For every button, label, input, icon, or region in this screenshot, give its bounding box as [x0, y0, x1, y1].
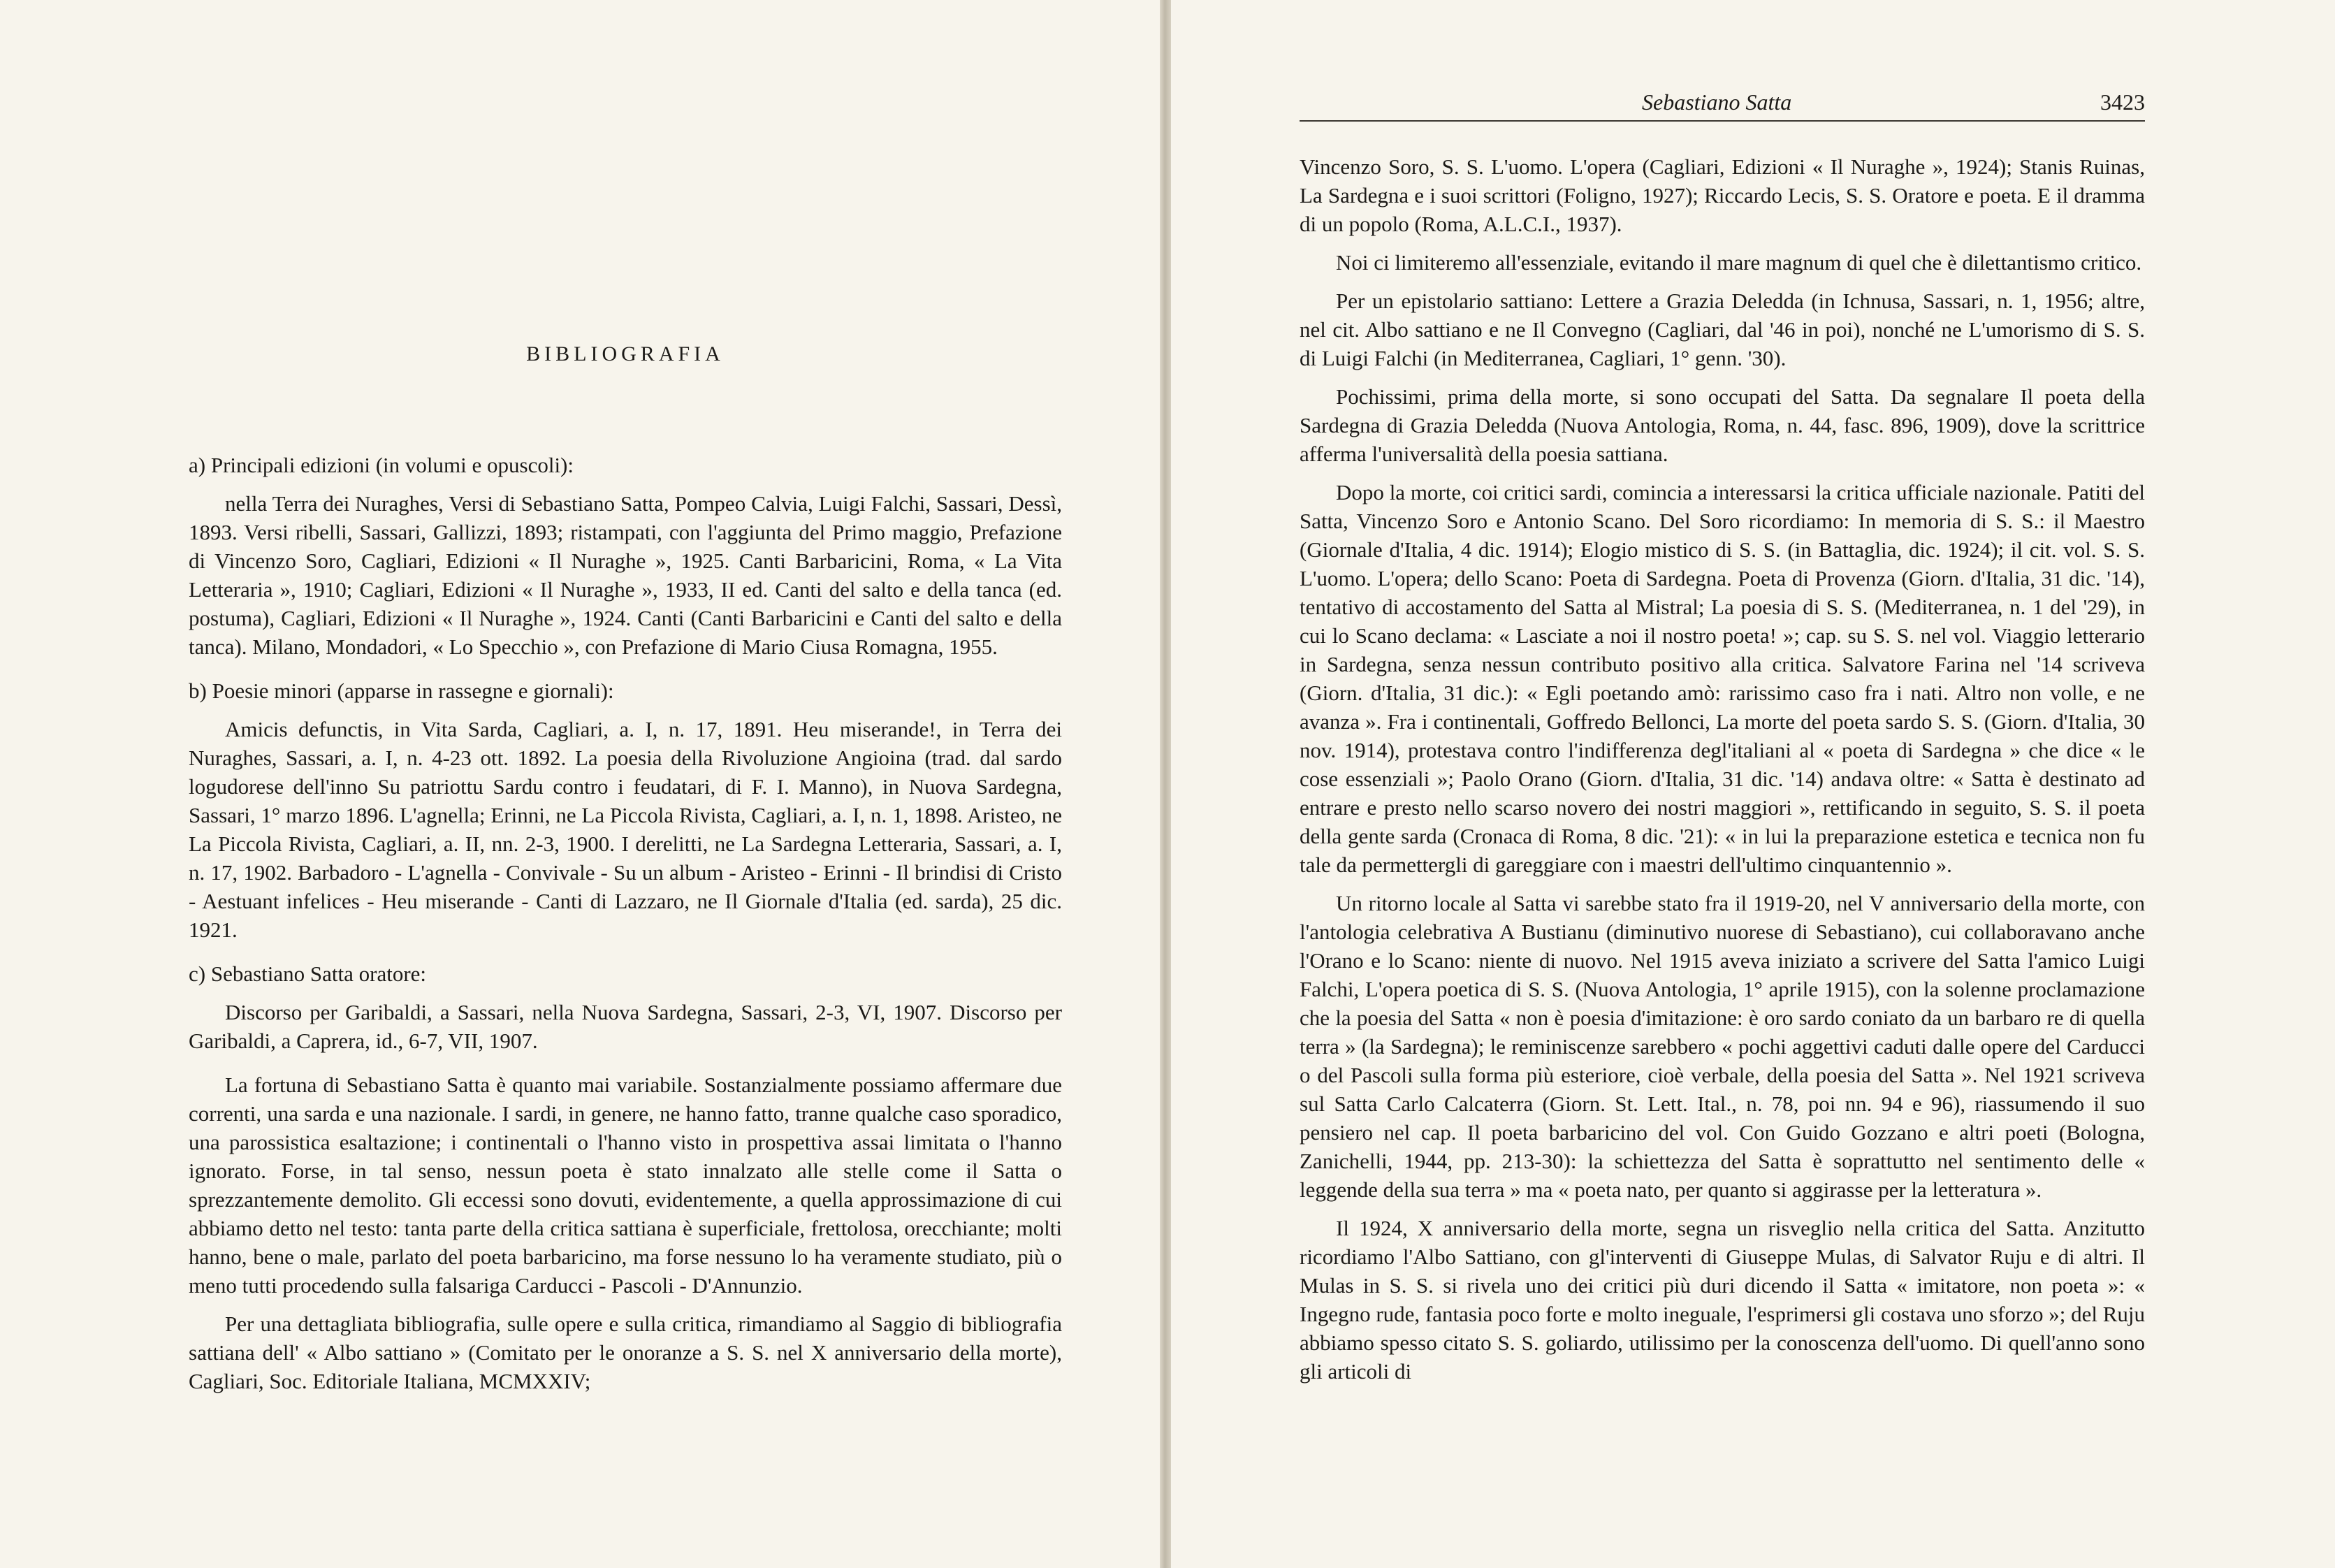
running-head-rule — [1300, 120, 2145, 122]
right-page-text — [1300, 152, 2145, 1395]
running-head-title: Sebastiano Satta — [1642, 89, 1792, 115]
right-paragraph-0: Vincenzo Soro, S. S. L'uomo. L'opera (Cagliari, Edizioni « Il Nuraghe », 1924); Stanis Ruinas, La Sardegna e i suoi scrittori (Foligno, 1927); Riccardo Lecis, S. S. Oratore e poeta. E il dramma di un popolo (Roma, A.L.C.I., 1937). — [1300, 154, 2145, 236]
right-paragraph-3: Pochissimi, prima della morte, si sono occupati del Satta. Da segnalare Il poeta della Sardegna di Grazia Deledda (Nuova Antologia, Roma, n. 44, fasc. 896, 1909), dove la scrittrice afferma l'universalità della poesia sattiana. — [1300, 384, 2145, 466]
section-b — [189, 676, 1062, 944]
right-paragraph-1: Noi ci limiteremo all'essenziale, evitando il mare magnum di quel che è dilettantismo critico. — [1336, 250, 2142, 275]
right-paragraph-6: Il 1924, X anniversario della morte, segna un risveglio nella critica del Satta. Anzitutto ricordiamo l'Albo Sattiano, con gl'interventi di Giuseppe Mulas, di Salvator Ruju e di altri. Il Mulas in S. S. si rivela uno dei critici più duri dicendo il Satta « imitatore, non poeta »: « Ingegno rude, fantasia poco forte e molto ineguale, l'esprimersi gli costava uno sforzo »; del Ruju abbiamo spesso citato S. S. goliardo, utilissimo per la conoscenza dell'uomo. Di quell'anno sono gli articoli di — [1300, 1216, 2145, 1384]
section-a-text: nella Terra dei Nuraghes, Versi di Sebastiano Satta, Pompeo Calvia, Luigi Falchi, Sassari, Dessì, 1893. Versi ribelli, Sassari, Gallizzi, 1893; ristampati, con l'aggiunta del Primo maggio, Prefazione di Vincenzo Soro, Cagliari, Edizioni « Il Nuraghe », 1925. Canti Barbaricini, Roma, « La Vita Letteraria », 1910; Cagliari, Edizioni « Il Nuraghe », 1933, II ed. Canti del salto e della tanca (ed. postuma), Cagliari, Edizioni « Il Nuraghe », 1924. Canti (Canti Barbaricini e Canti del salto e della tanca). Milano, Mondadori, « Lo Specchio », con Prefazione di Mario Ciusa Romagna, 1955. — [189, 491, 1062, 659]
right-paragraph-2: Per un epistolario sattiano: Lettere a Grazia Deledda (in Ichnusa, Sassari, n. 1, 1956; altre, nel cit. Albo sattiano e ne Il Convegno (Cagliari, dal '46 in poi), nonché ne L'umorismo di S. S. di Luigi Falchi (in Mediterranea, Cagliari, 1° genn. '30). — [1300, 289, 2145, 370]
right-paragraph-4: Dopo la morte, coi critici sardi, comincia a interessarsi la critica ufficiale nazionale. Patiti del Satta, Vincenzo Soro e Antonio Scano. Del Soro ricordiamo: In memoria di S. S.: il Maestro (Giornale d'Italia, 4 dic. 1914); Elogio mistico di S. S. (in Battaglia, dic. 1924); il cit. vol. S. S. L'uomo. L'opera; dello Scano: Poeta di Sardegna. Poeta di Provenza (Giorn. d'Italia, 31 dic. '14), tentativo di accostamento del Satta al Mistral; La poesia di S. S. (Mediterranea, n. 1 del '29), in cui lo Scano declama: « Lasciate a noi il nostro poeta! »; cap. su S. S. nel vol. Viaggio letterario in Sardegna, senza nessun contributo positivo alla critica. Salvatore Farina nel '14 scriveva (Giorn. d'Italia, 31 dic.): « Egli poetando amò: rarissimo caso fra i nati. Altro non volle, e ne avanza ». Fra i continentali, Goffredo Bellonci, La morte del poeta sardo S. S. (Giorn. d'Italia, 30 nov. 1914), protestava contro l'indifferenza degl'italiani al « poeta di Sardegna » che dice « le cose essenziali »; Paolo Orano (Giorn. d'Italia, 31 dic. '14) andava oltre: « Satta è destinato ad entrare e presto nello scarso novero dei nostri maggiori », rettificando in seguito, S. S. il poeta della gente sarda (Cronaca di Roma, 8 dic. '21): « in lui la preparazione estetica e tecnica non fu tale da permettergli di gareggiare con i maestri dell'ultimo cinquantennio ». — [1300, 480, 2145, 877]
section-b-text: Amicis defunctis, in Vita Sarda, Cagliari, a. I, n. 17, 1891. Heu miserande!, in Terra dei Nuraghes, Sassari, a. I, n. 4-23 ott. 1892. La poesia della Rivoluzione Angioina (trad. dal sardo logudorese dell'inno Su patriottu Sardu contro i feudatari, di F. I. Manno), in Nuova Sardegna, Sassari, 1° marzo 1896. L'agnella; Erinni, ne La Piccola Rivista, Cagliari, a. I, n. 1, 1898. Aristeo, ne La Piccola Rivista, Cagliari, a. II, nn. 2-3, 1900. I derelitti, ne La Sardegna Letteraria, Sassari, a. I, n. 17, 1902. Barbadoro - L'agnella - Convivale - Su un album - Aristeo - Erinni - Il brindisi di Cristo - Aestuant infelices - Heu miserande - Canti di Lazzaro, ne Il Giornale d'Italia (ed. sarda), 25 dic. 1921. — [189, 717, 1062, 942]
page-number: 3423 — [2100, 89, 2145, 115]
left-page-text — [189, 293, 1062, 1405]
running-head — [1300, 89, 2145, 117]
section-a-label: a) Principali edizioni (in volumi e opuscoli): — [189, 453, 574, 477]
book-gutter — [1160, 0, 1171, 1568]
section-c — [189, 959, 1062, 1055]
bibliography-heading: BIBLIOGRAFIA — [526, 342, 725, 365]
left-paragraph-fortuna: La fortuna di Sebastiano Satta è quanto mai variabile. Sostanzialmente possiamo affermare due correnti, una sarda e una nazionale. I sardi, in genere, ne hanno fatto, tranne qualche caso sporadico, una parossistica esaltazione; i continentali o l'hanno visto in prospettiva assai limitata o l'hanno ignorato. Forse, in tal senso, nessun poeta è stato innalzato alle stelle come il Satta o sprezzantemente demolito. Gli eccessi sono dovuti, evidentemente, a quella approssimazione di cui abbiamo detto nel testo: tanta parte della critica sattiana è superficiale, frettolosa, orecchiante; molti hanno, bene o male, parlato del poeta barbaricino, ma forse nessuno lo ha veramente studiato, più o meno tutti procedendo sulla falsariga Carducci - Pascoli - D'Annunzio. — [189, 1073, 1062, 1298]
section-c-text: Discorso per Garibaldi, a Sassari, nella Nuova Sardegna, Sassari, 2-3, VI, 1907. Discorso per Garibaldi, a Caprera, id., 6-7, VII, 1907. — [189, 1000, 1062, 1053]
section-a — [189, 451, 1062, 661]
section-b-label: b) Poesie minori (apparse in rassegne e giornali): — [189, 678, 614, 703]
section-c-label: c) Sebastiano Satta oratore: — [189, 961, 427, 986]
right-paragraph-5: Un ritorno locale al Satta vi sarebbe stato fra il 1919-20, nel V anniversario della morte, con l'antologia celebrativa A Bustianu (diminutivo nuorese di Sebastiano), cui collaboravano anche l'Orano e lo Scano: niente di nuovo. Nel 1915 aveva iniziato a scrivere del Satta l'amico Luigi Falchi, L'opera poetica di S. S. (Nuova Antologia, 1° aprile 1915), con la solenne proclamazione che la poesia del Satta « non è poesia d'imitazione: è oro sardo coniato da un barbaro re di quella terra » (la Sardegna); le reminiscenze sarebbero « pochi aggettivi caduti dalle opere del Carducci o del Pascoli sulla forma più esteriore, cioè verbale, della poesia del Satta ». Nel 1921 scriveva sul Satta Carlo Calcaterra (Giorn. St. Lett. Ital., n. 78, poi nn. 94 e 96), riassumendo il suo pensiero nel cap. Il poeta barbaricino del vol. Con Guido Gozzano e altri poeti (Bologna, Zanichelli, 1944, pp. 213-30): la schiettezza del Satta è soprattutto nel sentimento delle « leggende della sua terra » ma « poeta nato, per quanto si aggirasse per la letteratura ». — [1300, 891, 2145, 1202]
left-paragraph-bibliografia: Per una dettagliata bibliografia, sulle opere e sulla critica, rimandiamo al Saggio di bibliografia sattiana dell' « Albo sattiano » (Comitato per le onoranze a S. S. nel X anniversario della morte), Cagliari, Soc. Editoriale Italiana, MCMXXIV; — [189, 1312, 1062, 1393]
